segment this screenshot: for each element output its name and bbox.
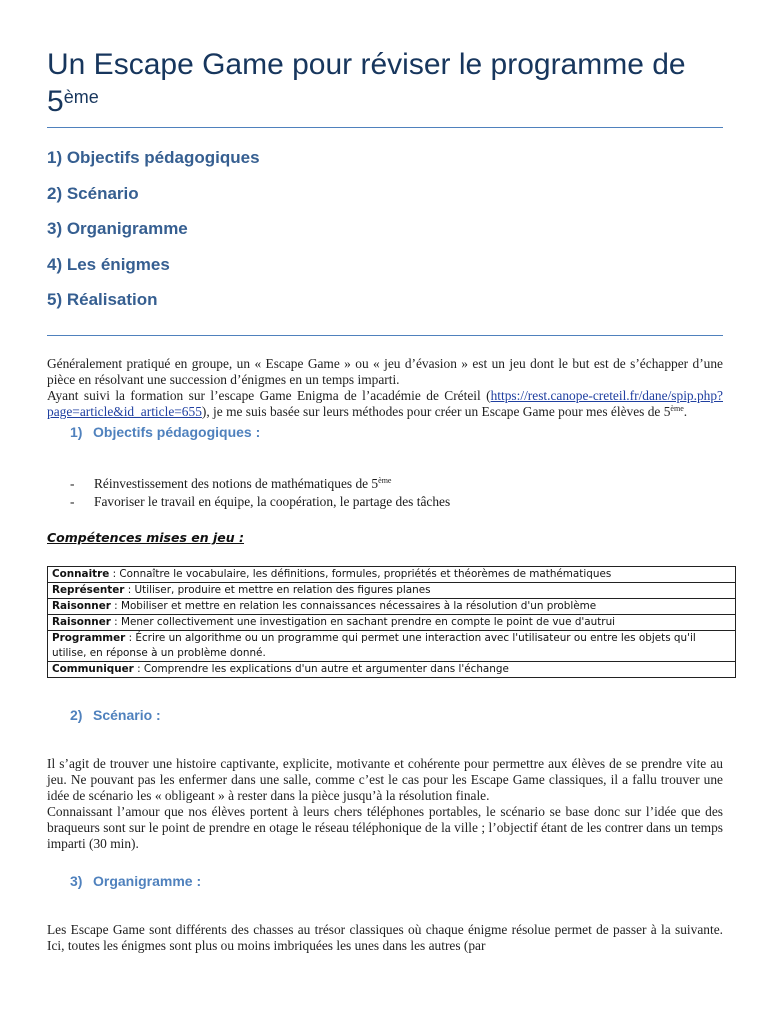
table-row xyxy=(48,662,736,678)
table-of-contents xyxy=(47,147,260,325)
competences-title: Compétences mises en jeu : xyxy=(47,530,245,545)
toc-item-objectifs[interactable]: 1) Objectifs pédagogiques xyxy=(47,148,260,167)
scenario-paragraph: Il s’agit de trouver une histoire captivante, explicite, motivante et cohérente pour permettre aux élèves de se prendre vite au jeu. Ne pouvant pas les enfermer dans une salle, comme c’est le cas pour les Escape Game classiques, il a fallu trouver une idée de scénario les « obligeant » à rester dans la pièce jusqu’à la résolution finale. Connaissant l’amour que nos élèves portent à leurs chers téléphones portables, le scénario se base donc sur l’idée que des braqueurs sont sur le point de prendre en otage le réseau téléphonique de la ville ; l’objectif étant de les contrer dans un temps imparti (30 min). xyxy=(47,756,723,851)
section-heading-objectifs: 1) Objectifs pédagogiques : xyxy=(70,424,261,440)
skill-description: : Mobiliser et mettre en relation les connaissances nécessaires à la résolution d'un problème xyxy=(110,600,597,612)
skill-label: Communiquer xyxy=(52,663,134,675)
list-item: - Réinvestissement des notions de mathématiques de 5ème xyxy=(70,476,392,491)
title-divider xyxy=(47,127,723,128)
table-row xyxy=(48,599,736,615)
skill-description: : Comprendre les explications d'un autre et argumenter dans l'échange xyxy=(133,663,509,675)
list-item: - Favoriser le travail en équipe, la coopération, le partage des tâches xyxy=(70,494,451,509)
skill-label: Représenter xyxy=(52,584,125,596)
page-title: Un Escape Game pour réviser le programme de 5ème xyxy=(47,48,686,118)
organigramme-paragraph: Les Escape Game sont différents des chasses au trésor classiques où chaque énigme résolue permet de passer à la suivante. Ici, toutes les énigmes sont plus ou moins imbriquées les unes dans les autres (par xyxy=(47,922,723,953)
objectifs-list xyxy=(70,475,450,511)
skill-description: : Mener collectivement une investigation en sachant prendre en compte le point de vue d'autrui xyxy=(110,616,616,628)
skill-description: : Écrire un algorithme ou un programme qui permet une interaction avec l'utilisateur ou entre les objets qu'il utilise, en réponse à un problème donné. xyxy=(52,632,696,659)
toc-item-enigmes[interactable]: 4) Les énigmes xyxy=(47,254,170,274)
section-heading-scenario: 2) Scénario : xyxy=(70,707,161,723)
competences-table xyxy=(47,566,736,678)
table-row xyxy=(48,631,736,662)
toc-item-realisation[interactable]: 5) Réalisation xyxy=(47,290,158,309)
toc-item-scenario[interactable]: 2) Scénario xyxy=(47,183,139,203)
section-heading-organigramme: 3) Organigramme : xyxy=(70,873,202,889)
skill-label: Raisonner xyxy=(52,600,111,612)
skill-label: Programmer xyxy=(52,632,126,644)
skill-description: : Utiliser, produire et mettre en relation des figures planes xyxy=(124,584,431,596)
table-row xyxy=(48,567,736,583)
skill-description: : Connaître le vocabulaire, les définitions, formules, propriétés et théorèmes de mathématiques xyxy=(109,568,612,580)
skill-label: Connaitre xyxy=(52,568,110,580)
toc-item-organigramme[interactable]: 3) Organigramme xyxy=(47,219,188,238)
table-row xyxy=(48,615,736,631)
toc-divider xyxy=(47,335,723,336)
skill-label: Raisonner xyxy=(52,616,111,628)
canope-link[interactable]: https://rest.canope-creteil.fr/dane/spip.php?page=article&id_article=655 xyxy=(47,388,723,419)
table-row xyxy=(48,583,736,599)
intro-paragraph: Généralement pratiqué en groupe, un « Escape Game » ou « jeu d’évasion » est un jeu dont le but est de s’échapper d’une pièce en résolvant une succession d’énigmes en un temps imparti. Ayant suivi la formation sur l’escape Game Enigma de l’académie de Créteil (https://rest.canope-creteil.fr/dane/spip.php?page=article&id_article=655), je me suis basée sur leurs méthodes pour créer un Escape Game pour mes élèves de 5ème. xyxy=(47,356,723,419)
